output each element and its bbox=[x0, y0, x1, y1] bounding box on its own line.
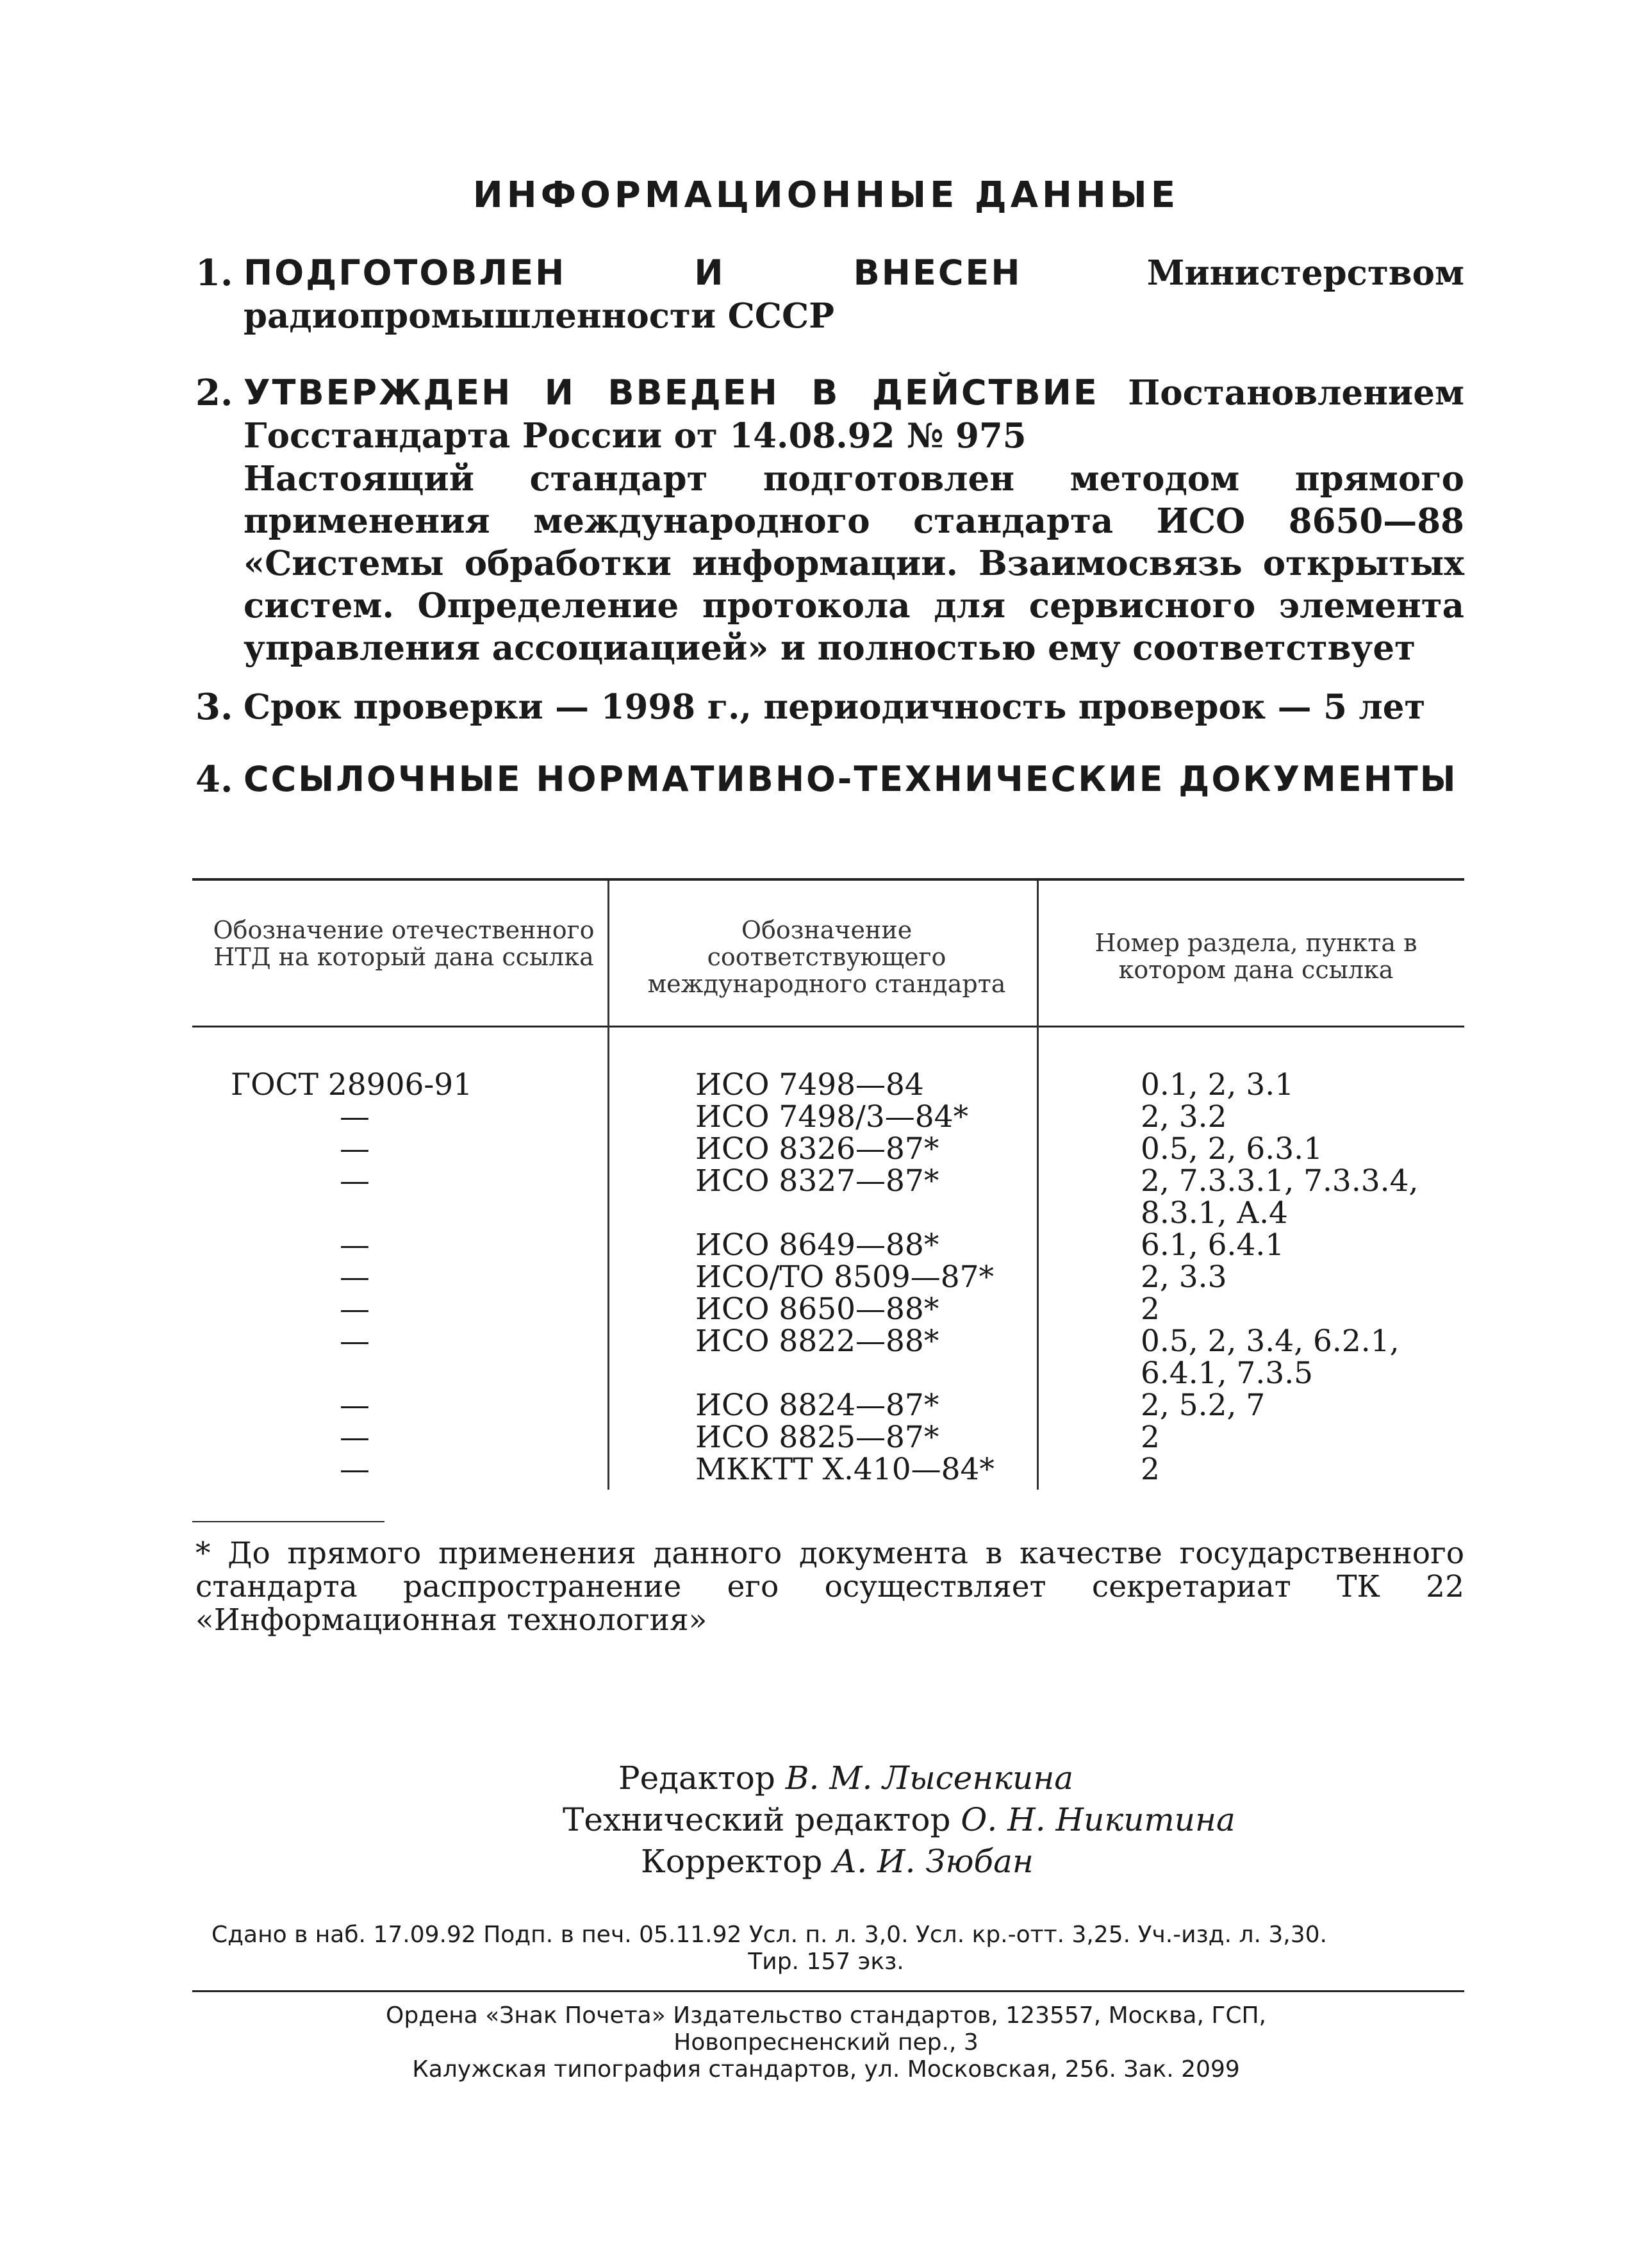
imprint-line: Сдано в наб. 17.09.92 Подп. в печ. 05.11.92 Усл. п. л. 3,0. Усл. кр.-отт. 3,25. Уч.-изд. л. 3,30. bbox=[211, 1922, 1327, 1948]
editor-line bbox=[618, 1759, 1073, 1797]
cell-iso: ИСО 7498/3—84* bbox=[695, 1099, 969, 1135]
cell-ntd: — bbox=[340, 1420, 370, 1455]
cell-ntd: ГОСТ 28906-91 bbox=[231, 1067, 473, 1102]
editor-role: Корректор bbox=[641, 1843, 823, 1880]
table-header-iso: Обозначение соответствующего международного стандарта bbox=[647, 916, 1006, 998]
technical-editor-line bbox=[563, 1801, 1235, 1838]
table-column-divider bbox=[1037, 881, 1039, 1490]
cell-iso: ИСО 8825—87* bbox=[695, 1420, 939, 1455]
cell-iso: МККТТ X.410—84* bbox=[695, 1452, 995, 1487]
editor-role: Редактор bbox=[618, 1759, 775, 1797]
cell-ntd: — bbox=[340, 1292, 370, 1327]
table-header-ntd: Обозначение отечественного НТД на который дана ссылка bbox=[213, 916, 595, 971]
cell-ref: 2, 3.2 bbox=[1141, 1099, 1227, 1135]
item-paragraph: Настоящий стандарт подготовлен методом прямого применения международного стандарта ИСО 8650—88 «Системы обработки информации. Взаимосвязь открытых систем. Определение протокола для сервисного элемента управления ассоциацией» и полностью ему соответствует bbox=[244, 459, 1464, 668]
cell-ref: 0.5, 2, 6.3.1 bbox=[1141, 1131, 1323, 1167]
footnote-rule bbox=[192, 1521, 384, 1522]
cell-iso: ИСО 8824—87* bbox=[695, 1388, 939, 1423]
cell-ntd: — bbox=[340, 1324, 370, 1359]
publisher-line: Ордена «Знак Почета» Издательство стандартов, 123557, Москва, ГСП, bbox=[386, 2002, 1266, 2029]
imprint-circulation: Тир. 157 экз. bbox=[748, 1949, 904, 1975]
printer-line: Калужская типография стандартов, ул. Московская, 256. Зак. 2099 bbox=[412, 2056, 1240, 2083]
cell-iso: ИСО 8822—88* bbox=[695, 1324, 939, 1359]
cell-iso: ИСО 8327—87* bbox=[695, 1163, 939, 1199]
cell-iso: ИСО/ТО 8509—87* bbox=[695, 1260, 995, 1295]
info-item-3 bbox=[195, 686, 1464, 729]
item-text: Срок проверки — 1998 г., периодичность проверок — 5 лет bbox=[244, 687, 1426, 727]
cell-ref: 2 bbox=[1141, 1420, 1160, 1455]
item-number: 4. bbox=[195, 758, 233, 801]
page-title: ИНФОРМАЦИОННЫЕ ДАННЫЕ bbox=[472, 174, 1180, 216]
cell-ntd: — bbox=[340, 1163, 370, 1199]
editor-name: А. И. Зюбан bbox=[832, 1843, 1034, 1880]
item-heading: ПОДГОТОВЛЕН И ВНЕСЕН bbox=[244, 253, 1022, 293]
cell-ntd: — bbox=[340, 1227, 370, 1263]
editor-name: О. Н. Никитина bbox=[961, 1801, 1235, 1838]
cell-iso: ИСО 8649—88* bbox=[695, 1227, 939, 1263]
cell-ref: 6.1, 6.4.1 bbox=[1141, 1227, 1285, 1263]
cell-ntd: — bbox=[340, 1452, 370, 1487]
corrector-line bbox=[641, 1843, 1034, 1880]
footnote: * До прямого применения данного документа в качестве государственного стандарта распространение его осуществляет секретариат ТК 22 «Информационная технология» bbox=[195, 1536, 1464, 1638]
info-item-1 bbox=[195, 252, 1464, 338]
item-number: 3. bbox=[195, 686, 233, 728]
cell-ref: 2, 7.3.3.1, 7.3.3.4, bbox=[1141, 1163, 1419, 1199]
info-item-2 bbox=[195, 372, 1464, 669]
cell-ref: 2 bbox=[1141, 1452, 1160, 1487]
cell-ntd: — bbox=[340, 1099, 370, 1135]
item-heading: УТВЕРЖДЕН И ВВЕДЕН В ДЕЙСТВИЕ bbox=[244, 372, 1099, 413]
cell-ntd: — bbox=[340, 1388, 370, 1423]
cell-iso: ИСО 8326—87* bbox=[695, 1131, 939, 1167]
cell-ntd: — bbox=[340, 1131, 370, 1167]
editor-name: В. М. Лысенкина bbox=[785, 1759, 1074, 1797]
cell-ntd: — bbox=[340, 1260, 370, 1295]
item-heading: ССЫЛОЧНЫЕ НОРМАТИВНО-ТЕХНИЧЕСКИЕ ДОКУМЕНТЫ bbox=[244, 759, 1458, 799]
cell-iso: ИСО 8650—88* bbox=[695, 1292, 939, 1327]
info-item-4 bbox=[195, 758, 1464, 801]
editor-role: Технический редактор bbox=[563, 1801, 951, 1838]
table-top-rule bbox=[192, 878, 1464, 881]
cell-ref: 0.5, 2, 3.4, 6.2.1, bbox=[1141, 1324, 1400, 1359]
item-number: 2. bbox=[195, 372, 233, 414]
cell-ref: 2, 3.3 bbox=[1141, 1260, 1227, 1295]
item-text: Министерством радиопромышленности СССР bbox=[244, 253, 1464, 336]
table-column-divider bbox=[607, 881, 609, 1490]
cell-iso: ИСО 7498—84 bbox=[695, 1067, 924, 1102]
cell-ref: 2, 5.2, 7 bbox=[1141, 1388, 1266, 1423]
item-number: 1. bbox=[195, 252, 233, 294]
cell-ref: 2 bbox=[1141, 1292, 1160, 1327]
publisher-address: Новопресненский пер., 3 bbox=[673, 2029, 979, 2056]
cell-ref-continued: 6.4.1, 7.3.5 bbox=[1141, 1356, 1314, 1391]
imprint-rule bbox=[192, 1990, 1464, 1992]
item-text: Постановлением Госстандарта России от 14.08.92 № 975 bbox=[244, 373, 1464, 456]
table-header-ref: Номер раздела, пункта в котором дана ссылка bbox=[1094, 929, 1417, 984]
cell-ref-continued: 8.3.1, А.4 bbox=[1141, 1195, 1288, 1231]
cell-ref: 0.1, 2, 3.1 bbox=[1141, 1067, 1294, 1102]
table-header-rule bbox=[192, 1026, 1464, 1027]
